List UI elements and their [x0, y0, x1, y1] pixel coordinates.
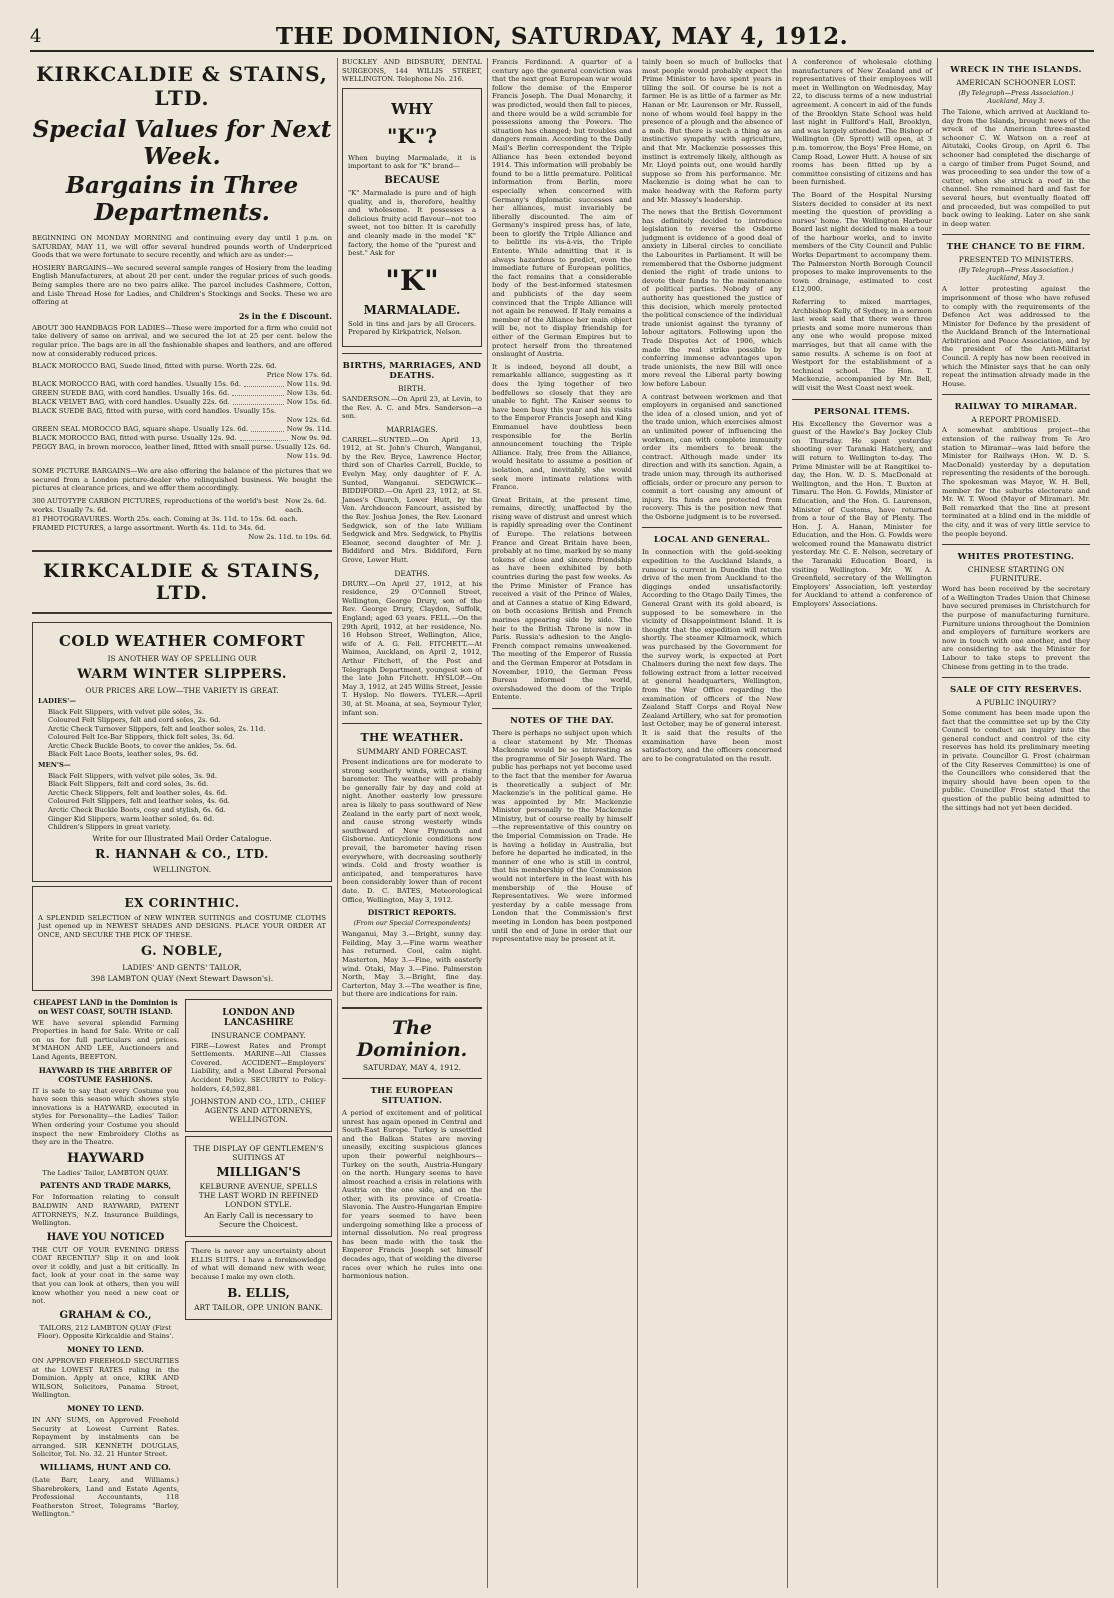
- advert-right-column: [185, 995, 332, 1523]
- price-item: BLACK MOROCCO BAG, Suede lined, fitted with purse. Worth 22s. 6d.: [32, 362, 277, 371]
- price-item: 300 AUTOTYPE CARBON PICTURES, reproductions of the world's best works. Usually 7s. 6d. Now 2s. 6d. each.: [32, 496, 327, 514]
- european-situation-heading: THE EUROPEAN SITUATION.: [370, 1085, 454, 1106]
- insurance-advert: LONDON AND LANCASHIRE INSURANCE COMPANY. FIRE—Lowest Rates and Prompt Settlements. MARINE—All Classes Covered. ACCIDENT—Employers' Liability, and a Most Liberal Personal Accident Policy. SECURITY to Policy-holders, £4,592,881. JOHNSTON AND CO., LTD., CHIEF AGENTS AND ATTORNEYS, WELLINGTON.: [185, 999, 332, 1133]
- price-item: FRAMED PICTURES, a large assortment. Worth 4s. 11d. to 34s. 6d.: [32, 523, 266, 532]
- local-general-heading: LOCAL AND GENERAL.: [653, 535, 771, 546]
- price-item: GREEN SEAL MOROCCO BAG, square shape. Usually 12s. 6d. Now 9s. 11d.: [32, 425, 332, 434]
- price-item: BLACK MOROCCO BAG, with cord handles. Usually 15s. 6d. Now 11s. 9d.: [32, 380, 332, 389]
- advert-cold-weather: COLD WEATHER COMFORT IS ANOTHER WAY OF SPELLING OUR WARM WINTER SLIPPERS. OUR PRICES ARE LOW—THE VARIETY IS GREAT. LADIES'— Black Felt Slippers, with velvet pile soles, 3s. Coloured Felt Slippers, felt and cord soles, 2s. 6d. Arctic Check Turnover Slippers, felt and leather soles, 2s. 11d. Coloured Felt Ice-Bar Slippers, thick felt soles, 3s. 6d. Arctic Check Buckle Boots, to cover the ankles, 5s. 6d. Black Felt Lace Boots, leather soles, 9s. 6d. MEN'S— Black Felt Slippers, with velvet pile soles, 3s. 9d. Black Felt Slippers, felt and cord soles, 3s. 6d. Arctic Check Slippers, felt and leather soles, 4s. 6d. Coloured Felt Slippers, felt and leather soles, 4s. 6d. Arctic Check Buckle Boots, cosy and stylish, 6s. 6d. Ginger Kid Slippers, warm leather soled, 6s. 6d. Children's Slippers in great variety. Write for our Illustrated Mail Order Catalogue. R. HANNAH & CO., LTD. WELLINGTON.: [32, 622, 332, 882]
- price-item: GREEN SUEDE BAG, with cord handles. Usually 16s. 6d. Now 13s. 6d.: [32, 389, 332, 398]
- paper-title: The Dominion.: [356, 1016, 468, 1061]
- price-item: BLACK VELVET BAG, with cord handles. Usually 22s. 6d. Now 15s. 6d.: [32, 398, 332, 407]
- advert-pictures: SOME PICTURE BARGAINS—We are also offering the balance of the pictures that we secured from a London picture-dealer who relinquished business. We bought the pictures at clearance prices, and we offer them accordingly.: [32, 467, 332, 493]
- price-item: BLACK MOROCCO BAG, fitted with purse. Usually 12s. 9d. Now 9s. 9d.: [32, 434, 332, 443]
- bmd-heading: BIRTHS, MARRIAGES, AND DEATHS.: [342, 360, 482, 381]
- masthead: [30, 22, 1094, 52]
- personal-items-heading: PERSONAL ITEMS.: [813, 406, 911, 417]
- notes-of-the-day-heading: NOTES OF THE DAY.: [510, 715, 614, 726]
- advert-firm-name: KIRKCALDIE & STAINS, LTD.: [36, 62, 328, 110]
- column-4: tainly been so much of bullocks that most people would probably expect the Prime Minister to have spent years in tilling the soil. Of course he is not a farmer. He is as little of a farmer as Mr. Hanan or Mr. Laurenson or Mr. Russell, none of whom would feel happy in the presence of a plough and the absence of a mob. But there is such a thing as an instinctive sympathy with agriculture, and that Mr. Mackenzie possesses this instinct is extremely likely, although as Mr. Lloyd points out, one would hardly suppose so from his performance. Mr. Mackenzie is doing what he can to make headway with the Reform party and Mr. Massey's leadership. The news that the British Government has definitely decided to introduce legislation to reverse the Osborne judgment is evidence of a good deal of anxiety in Liberal circles to conciliate the Labourites in Parliament. It will be remembered that the Osborne judgment denied the right of trade unions to devote their funds to the maintenance of political parties. Nobody of any authority has questioned the justice of this decision, which merely protected the political conscience of the individual trade unionist against the tyranny of labour agitators. Following upon the Trade Disputes Act of 1906, which made the real strike possible by conferring immense advantages upon trade unionists, the new Bill will once more reveal the Liberal party bowing low before Labour. A contrast between workmen and that employers in organised and sanctioned the idea of a closed union, and yet of the trade union, which exercises almost an unlimited power of influencing the workmen, can with complete immunity order its members to break the contract. Although made under its direction and with its sanction. Again, a trade union may, through its authorised officials, order or procure any person to commit a tort causing any amount of injury. Its funds are protected from recovery. This is the position now that the Osborne judgment is to be reversed. LOCAL AND GENERAL. In connection with the gold-seeking expedition to the Auckland Islands, a rumour is current in Dunedin that the drive of the men from Auckland to the diggings ended unsatisfactorily. According to the Otago Daily Times, the General Grant with its gold aboard, is supposed to be somewhere in the vicinity of Disappointment Island. It is thought that the expedition will return shortly. The steamer Kilmarnock, which was purchased by the Government for the survey work, is expected at Port Chalmers during the next few days. The following extract from a letter received at general headquarters, Wellington, from the War Office regarding the examination of officers of the New Zealand Staff Corps and Royal New Zealand Artillery, who sat for promotion last October, may be of general interest. It is said that the results of the examination have been most satisfactory, and the officers concerned are to be congratulated on the result.: [642, 58, 782, 763]
- price-item: PEGGY BAG, in brown morocco, leather lined, fitted with small purse. Usually 12s. 6d.: [32, 443, 331, 452]
- k-marmalade-advert: WHY "K"? When buying Marmalade, it is important to ask for "K" brand— BECAUSE "K" Marmalade is pure and of high quality, and is, therefore, healthy and wholesome. It possesses a delicious fruity acid flavour—not too sweet, not too bitter. It is carefully and cleanly made in the model "K" factory, the home of the "purest and best." Ask for "K" MARMALADE. Sold in tins and jars by all Grocers. Prepared by Kirkpatrick, Nelson.: [342, 88, 482, 347]
- advert-hosiery-discount: 2s in the £ Discount.: [238, 310, 332, 321]
- ellis-advert: There is never any uncertainty about ELLIS SUITS. I have a foreknowledge of what will demand new with wear, because I make my own cloth. B. ELLIS, ART TAILOR, OPP. UNION BANK.: [185, 1241, 332, 1319]
- price-item: 81 PHOTOGRAVURES. Worth 25s. each. Coming at 3s. 11d. to 15s. 6d. each.: [32, 514, 298, 523]
- advert-bargains: Bargains in Three Departments.: [65, 172, 299, 226]
- column-5: A conference of wholesale clothing manufacturers of New Zealand and of representatives of their employees will meet in Wellington on Wednesday, May 22, to discuss terms of a new industrial agreement. A concert in aid of the funds of the Brooklyn State School was held last night in Fullford's Hall, Brooklyn, and was largely attended. The Bishop of Wellington (Dr. Sprott) will open, at 3 p.m. tomorrow, the Boys' Free Home, on Camp Road, Lower Hutt. A house of six rooms has been fitted up by a committee consisting of citizens and has been furnished. The Board of the Hospital Nursing Sisters decided to consider at its next meeting the question of providing a nurses' home. The Wellington Harbour Board last night decided to make a tour of the harbour works, and to invite members of the City Council and Public Works Department to accompany them. The Palmerston North Borough Council proposes to make improvements to the town drainage, estimated to cost £12,000. Referring to mixed marriages, Archbishop Kelly, of Sydney, in a sermon last week said that there were three priests and some more numerous than any one who would propose mixed marriages, but that all came with the same results. A scheme is on foot at Westport for the establishment of a technical school. The Hon. T. Mackenzie, accompanied by Mr. Bell, will visit the West Coast next week. PERSONAL ITEMS. His Excellency the Governor was a guest of the Hawke's Bay Jockey Club on Thursday. He spent yesterday shooting over Taranaki Hatchery, and will return to Wellington to-day. The Prime Minister will be at Rangitikei to-day, the Hon. W. D. S. MacDonald at Wellington, and the Hon. T. Buxton at Timaru. The Hon. G. Fowlds, Minister of Education, and the Hon. G. Laurenson, Minister of Customs, have returned from a tour of the Bay of Plenty. The Hon. J. A. Hanan, Minister for Education, and the Hon. G. Fowlds were welcomed round the Manawatu district yesterday. Mr. C. E. Nelson, secretary of the Taranaki Education Board, is visiting Wellington. Mr. W. A. Greenfield, secretary of the Wellington Employers' Association, left yesterday for Auckland to attend a conference of Employers' Associations.: [792, 58, 932, 609]
- small-adverts: CHEAPEST LAND in the Dominion is on WEST COAST, SOUTH ISLAND. WE have several splendid Farming Properties in hand for Sale. Write or call on us for full particulars and prices. M'MAHON AND LEE, Auctioneers and Land Agents, BEEFTON. HAYWARD IS THE ARBITER OF COSTUME FASHIONS. IT is safe to say that every Costume you have seen this season which shows style innovations is a HAYWARD, executed in styles for Personality—the Ladies' Tailor. When ordering your Costume you should inspect the new Embroidery Cloths as they are in the Theatre. HAYWARD The Ladies' Tailor, LAMBTON QUAY. PATENTS AND TRADE MARKS, For Information relating to consult BALDWIN AND RAYWARD, PATENT ATTORNEYS, N.Z. Insurance Buildings, Wellington. HAVE YOU NOTICED THE CUT OF YOUR EVENING DRESS COAT RECENTLY? Slip it on and look over it coldly, and just a bit critically. In fact, look at your coat in the same way that you can look at others, then you will know whether you need a new coat or not. GRAHAM & CO., TAILORS, 212 LAMBTON QUAY (First Floor). Opposite Kirkcaldie and Stains'. MONEY TO LEND. ON APPROVED FREEHOLD SECURITIES at the LOWEST RATES ruling in the Dominion. Apply at once, KIRK AND WILSON, Solicitors, Panama Street, Wellington. MONEY TO LEND. IN ANY SUMS, on Approved Freehold Security at Lowest Current Rates. Repayment by instalments can be arranged. SIR KENNETH DOUGLAS, Solicitor, Tel. No. 32. 21 Hunter Street. WILLIAMS, HUNT AND CO. (Late Barr, Leary, and Williams.) Sharebrokers, Land and Estate Agents, Professional Accountants, 118 Featherston Street, Telegrams "Barley, Wellington." LONDON AND LANCASHIRE INSURANCE COMPANY. FIRE—Lowest Rates and Prompt Settlements. MARINE—All Classes Covered. ACCIDENT—Employers' Liability, and a Most Liberal Personal Accident Policy. SECURITY to Policy-holders, £4,592,881. JOHNSTON AND CO., LTD., CHIEF AGENTS AND ATTORNEYS, WELLINGTON. THE DISPLAY OF GENTLEMEN'S SUITINGS AT MILLIGAN'S KELBURNE AVENUE, SPELLS THE LAST WORD IN REFINED LONDON STYLE. An Early Call is necessary to Secure the Choicest. There is never any uncertainty about ELLIS SUITS. I have a foreknowledge of what will demand new with wear, because I make my own cloth. B. ELLIS, ART TAILOR, OPP. UNION BANK.: [32, 995, 332, 1523]
- advert-intro: BEGINNING ON MONDAY MORNING and continuing every day until 1 p.m. on SATURDAY, MAY 11, we will offer several hundred pounds worth of Underpriced Goods that we were fortunate to secure recently, and which are as under:—: [32, 234, 332, 260]
- newspaper-title: THE DOMINION, SATURDAY, MAY 4, 1912.: [275, 22, 849, 50]
- advert-special-values: Special Values for Next Week.: [32, 116, 332, 170]
- city-reserves-heading: SALE OF CITY RESERVES.: [949, 685, 1083, 696]
- milligans-advert: THE DISPLAY OF GENTLEMEN'S SUITINGS AT MILLIGAN'S KELBURNE AVENUE, SPELLS THE LAST WORD IN REFINED LONDON STYLE. An Early Call is necessary to Secure the Choicest.: [185, 1136, 332, 1237]
- price-item: BLACK SUEDE BAG, fitted with purse, with cord handles. Usually 15s.: [32, 407, 277, 416]
- dental-advert: BUCKLEY AND BIDSBURY, DENTAL SURGEONS, 144 WILLIS STREET, WELLINGTON. Telephone No. 216.: [342, 58, 482, 84]
- chance-firm-heading: THE CHANCE TO BE FIRM.: [946, 242, 1086, 253]
- advert-hosiery: HOSIERY BARGAINS—We secured several sample ranges of Hosiery from the leading English Manufacturers, at about 20 per cent. under the regular prices of such goods. Being samples there are no two pairs alike. The parcel includes Cashmere, Cotton, and Lisle Thread Hose for Ladies, and Children's Stockings and Socks. These we are offering at: [32, 263, 332, 307]
- advert-corinthic: EX CORINTHIC. A SPLENDID SELECTION of NEW WINTER SUITINGS and COSTUME CLOTHS Just opened up in NEWEST SHADES AND DESIGNS. PLACE YOUR ORDER AT ONCE, AND SECURE THE PICK OF THESE. G. NOBLE, LADIES' AND GENTS' TAILOR, 398 LAMBTON QUAY (Next Stewart Dawson's).: [32, 886, 332, 991]
- advert-handbags: ABOUT 300 HANDBAGS FOR LADIES—These were imported for a firm who could not take delivery of same on arrival, and we secured the lot at 25 per cent. below the regular price. The bags are in all the fashionable shapes and leathers, and are offered now at considerably reduced prices.: [32, 323, 332, 358]
- whites-protesting-heading: WHITES PROTESTING.: [957, 552, 1075, 563]
- advert-firm-name-bottom: KIRKCALDIE & STAINS, LTD.: [42, 559, 322, 604]
- weather-heading: THE WEATHER.: [360, 731, 464, 745]
- railway-heading: RAILWAY TO MIRAMAR.: [954, 402, 1078, 413]
- wreck-heading: WRECK IN THE ISLANDS.: [950, 65, 1082, 75]
- price-list: BLACK MOROCCO BAG, Suede lined, fitted with purse. Worth 22s. 6d. Price Now 17s. 6d. BLACK MOROCCO BAG, with cord handles. Usually 15s. 6d. Now 11s. 9d. GREEN SUEDE BAG, with cord handles. Usually 16s. 6d. Now 13s. 6d. BLACK VELVET BAG, with cord handles. Usually 22s. 6d. Now 15s. 6d. BLACK SUEDE BAG, fitted with purse, with cord handles. Usually 15s. Now 12s. 6d. GREEN SEAL MOROCCO BAG, square shape. Usually 12s. 6d. Now 9s. 11d. BLACK MOROCCO BAG, fitted with purse. Usually 12s. 9d. Now 9s. 9d. PEGGY BAG, in brown morocco, leather lined, fitted with small purse. Usually 12s. 6d. Now 11s. 9d.: [32, 362, 332, 461]
- column-2: BUCKLEY AND BIDSBURY, DENTAL SURGEONS, 144 WILLIS STREET, WELLINGTON. Telephone No. 216. WHY "K"? When buying Marmalade, it is important to ask for "K" brand— BECAUSE "K" Marmalade is pure and of high quality, and is, therefore, healthy and wholesome. It possesses a delicious fruity acid flavour—not too sweet, not too bitter. It is carefully and cleanly made in the model "K" factory, the home of the "purest and best." Ask for "K" MARMALADE. Sold in tins and jars by all Grocers. Prepared by Kirkpatrick, Nelson. BIRTHS, MARRIAGES, AND DEATHS. BIRTH. SANDERSON.—On April 23, at Levin, to the Rev. A. C. and Mrs. Sanderson—a son. MARRIAGES. CARREL—SUNTED.—On April 13, 1912, at St. John's Church, Wanganui, by the Rev. Bryce, Lawrence Hector, third son of Charles Carrell, Buckle, to Evelyn May, only daughter of F. A. Sunted, Wanganui. SEDGWICK—BIDDIFORD.—On April 23, 1912, at St. James's Church, Lower Hutt, by the Ven. Archdeacon Fancourt, assisted by the Rev. Joshua Jones, the Rev. Leonard Sedgwick, son of the late William Sedgwick and Mrs. Sedgwick, to Phyllis Eleanor, second daughter of Mr. J. Biddiford and Mrs. Biddiford, Fern Grove, Lower Hutt. DEATHS. DRURY.—On April 27, 1912, at his residence, 29 O'Connell Street, Wellington, George Drury, son of the Rev. George Drury, Claydon, Suffolk, England; aged 63 years. FELL.—On the 29th April, 1912, at her residence, No. 16 Hobson Street, Wellington, Alice, wife of A. G. Fell. FITCHETT.—At Waimea, Auckland, on April 2, 1912, Arthur Fitchett, of the Post and Telegraph Department, youngest son of the late John Fitchett. HYSLOP.—On May 3, 1912, at 245 Willis Street, Jessie T. Hyslop. No flowers. TYLER.—April 30, at St. Moana, at sea, Seymour Tyler, infant son. THE WEATHER. SUMMARY AND FORECAST. Present indications are for moderate to strong southerly winds, with a rising barometer. The weather will probably be generally fair by day and cold at night. Another easterly low pressure area is likely to pass southward of New Zealand in the early part of next week, and cause strong westerly winds southward of New Plymouth and Gisborne. Anticyclonic conditions now prevail, the barometer having risen everywhere, with decreasing southerly winds. Cold and frosty weather is anticipated, and temperatures have been considerably lower than of recent date. D. C. BATES, Meteorological Office, Wellington, May 3, 1912. DISTRICT REPORTS. (From our Special Correspondents) Wanganui, May 3.—Bright, sunny day. Feilding, May 3.—Fine warm weather has returned. Cool, calm night. Masterton, May 3.—Fine, with easterly wind. Otaki, May 3.—Fine. Palmerston North, May 3.—Bright, fine day. Carterton, May 3.—The weather is fine, but there are indications for rain. The Dominion. SATURDAY, MAY 4, 1912. THE EUROPEAN SITUATION. A period of excitement and of political unrest has again opened in Central and South-East Europe. Turkey is unsettled and the Balkan States are moving uneasily, exciting suspicious glances upon their powerful neighbours—Turkey on the south, Austria-Hungary on the north. Hungary seems to have almost reached a crisis in relations with Austria on the one side, and on the other, with its province of Croatia-Slavonia. The Austro-Hungarian Empire for years seemed to have been undergoing something like a process of internal dissolution. No real progress has been made with the task the Emperor Francis Joseph set himself decades ago, that of welding the diverse races over which he rules into one harmonious nation.: [342, 58, 482, 1281]
- column-3: Francis Ferdinand. A quarter of a century ago the general conviction was that the next great European war would follow the demise of the Emperor Francis Joseph. The Dual Monarchy, it was predicted, would then fall to pieces, and there would be a wild scramble for possessions among the Powers. The situation has changed; but troubles and dangers remain. According to the Daily Mail's Berlin correspondent the Triple Alliance has been extended beyond 1914. This information will probably be found to be a little premature. Political information from Berlin, more especially when concerned with Germany's diplomatic successes and her alliances, must invariably be liberally discounted. The aim of Germany's inspired press has, of late, been to glorify the Triple Alliance and to belittle its vis-à-vis, the Triple Entente. While admitting that it is always hazardous to predict, even the immediate future of European politics, the fact remains that a considerable body of the best-informed statesmen and publicists of the day seem convinced that the Triple Alliance will not again be renewed. If Italy remains a member of the Alliance her main object will be, not to display friendship for either of the German Empires but to protect herself from the threatened onslaught of Austria. It is indeed, beyond all doubt, a remarkable alliance, suggesting as it does the lying together of two bedfellows so closely that they are unable to fight. The Kaiser seems to have been busy this year and his visits to the Emperor Francis Joseph and King Emmanuel have doubtless been responsible for the Berlin announcement touching the Triple Alliance. Italy, free from the Alliance, would hesitate to assume a position of isolation, and, inevitably, she would seek more intimate relations with France. Great Britain, at the present time, remains, directly, unaffected by the rising wave of distrust and unrest which is rapidly spreading over the Continent of Europe. The relations between France and Great Britain have been, probably at no time, marked by so many tokens of close and sincere friendship as have been exhibited by both countries during the past few weeks. As the Prime Minister of France has received a visit of the Prince of Wales, and at Cannes a statue of King Edward, on both occasions British and French marines appearing side by side. The heir to the British Throne is now in Paris. Russia's adhesion to the Anglo-French compact remains unweakened. The meeting of the Emperor of Russia and the German Emperor at Potsdam in November, 1910, the German Press Bureau informed the world, overshadowed the doom of the Triple Entente. NOTES OF THE DAY. There is perhaps no subject upon which a clear statement by Mr. Thomas Mackenzie would be so interesting as the programme of Sir Joseph Ward. The public has perhaps not yet become used to the fact that the member for Awarua is theoretically a subject of Mr. Mackenzie's in the political game. He was appointed by Mr. Mackenzie Minister personally to the Mackenzie Ministry, but of course really by himself—the representative of this country on the Imperial Commission on Trade. He is having a holiday in Australia, but before he departed he indicated, in the manner of one who is still in control, that his membership of the Commission would not interfere in the least with his membership of the House of Representatives. We were informed yesterday by a cable message from London that the Commission's first meeting in London has been postponed until the end of June in order that our representative may be present at it.: [492, 58, 632, 944]
- column-1-advertisements: KIRKCALDIE & STAINS, LTD. Special Values for Next Week. Bargains in Three Departments. BEGINNING ON MONDAY MORNING and continuing every day until 1 p.m. on SATURDAY, MAY 11, we will offer several hundred pounds worth of Underpriced Goods that we were fortunate to secure recently, and which are as under:— HOSIERY BARGAINS—We secured several sample ranges of Hosiery from the leading English Manufacturers, at about 20 per cent. under the regular prices of such goods. Being samples there are no two pairs alike. The parcel includes Cashmere, Cotton, and Lisle Thread Hose for Ladies, and Children's Stockings and Socks. These we are offering at 2s in the £ Discount. ABOUT 300 HANDBAGS FOR LADIES—These were imported for a firm who could not take delivery of same on arrival, and we secured the lot at 25 per cent. below the regular price. The bags are in all the fashionable shapes and leathers, and are offered now at considerably reduced prices. BLACK MOROCCO BAG, Suede lined, fitted with purse. Worth 22s. 6d. Price Now 17s. 6d. BLACK MOROCCO BAG, with cord handles. Usually 15s. 6d. Now 11s. 9d. GREEN SUEDE BAG, with cord handles. Usually 16s. 6d. Now 13s. 6d. BLACK VELVET BAG, with cord handles. Usually 22s. 6d. Now 15s. 6d. BLACK SUEDE BAG, fitted with purse, with cord handles. Usually 15s. Now 12s. 6d. GREEN SEAL MOROCCO BAG, square shape. Usually 12s. 6d. Now 9s. 11d. BLACK MOROCCO BAG, fitted with purse. Usually 12s. 9d. Now 9s. 9d. PEGGY BAG, in brown morocco, leather lined, fitted with small purse. Usually 12s. 6d. Now 11s. 9d. SOME PICTURE BARGAINS—We are also offering the balance of the pictures that we secured from a London picture-dealer who relinquished business. We bought the pictures at clearance prices, and we offer them accordingly. 300 AUTOTYPE CARBON PICTURES, reproductions of the world's best works. Usually 7s. 6d. Now 2s. 6d. each. 81 PHOTOGRAVURES. Worth 25s. each. Coming at 3s. 11d. to 15s. 6d. each. FRAMED PICTURES, a large assortment. Worth 4s. 11d. to 34s. 6d. Now 2s. 11d. to 19s. 6d. KIRKCALDIE & STAINS, LTD. COLD WEATHER COMFORT IS ANOTHER WAY OF SPELLING OUR WARM WINTER SLIPPERS. OUR PRICES ARE LOW—THE VARIETY IS GREAT. LADIES'— Black Felt Slippers, with velvet pile soles, 3s. Coloured Felt Slippers, felt and cord soles, 2s. 6d. Arctic Check Turnover Slippers, felt and leather soles, 2s. 11d. Coloured Felt Ice-Bar Slippers, thick felt soles, 3s. 6d. Arctic Check Buckle Boots, to cover the ankles, 5s. 6d. Black Felt Lace Boots, leather soles, 9s. 6d. MEN'S— Black Felt Slippers, with velvet pile soles, 3s. 9d. Black Felt Slippers, felt and cord soles, 3s. 6d. Arctic Check Slippers, felt and leather soles, 4s. 6d. Coloured Felt Slippers, felt and leather soles, 4s. 6d. Arctic Check Buckle Boots, cosy and stylish, 6s. 6d. Ginger Kid Slippers, warm leather soled, 6s. 6d. Children's Slippers in great variety. Write for our Illustrated Mail Order Catalogue. R. HANNAH & CO., LTD. WELLINGTON. EX CORINTHIC. A SPLENDID SELECTION of NEW WINTER SUITINGS and COSTUME CLOTHS Just opened up in NEWEST SHADES AND DESIGNS. PLACE YOUR ORDER AT ONCE, AND SECURE THE PICK OF THESE. G. NOBLE, LADIES' AND GENTS' TAILOR, 398 LAMBTON QUAY (Next Stewart Dawson's). CHEAPEST LAND in the Dominion is on WEST COAST, SOUTH ISLAND. WE have several splendid Farming Properties in hand for Sale. Write or call on us for full particulars and prices. M'MAHON AND LEE, Auctioneers and Land Agents, BEEFTON. HAYWARD IS THE ARBITER OF COSTUME FASHIONS. IT is safe to say that every Costume you have seen this season which shows style innovations is a HAYWARD, executed in styles for Personality—the Ladies' Tailor. When ordering your Costume you should inspect the new Embroidery Cloths as they are in the Theatre. HAYWARD The Ladies' Tailor, LAMBTON QUAY. PATENTS AND TRADE MARKS, For Information relating to consult BALDWIN AND RAYWARD, PATENT ATTORNEYS, N.Z. Insurance Buildings, Wellington. HAVE YOU NOTICED THE CUT OF YOUR EVENING DRESS COAT RECENTLY? Slip it on and look over it coldly, and just a bit critically. In fact, look at your coat in the same way that you can look at others, then you will know whether you need a new coat or not. GRAHAM & CO., TAILORS, 212 LAMBTON QUAY (First Floor). Opposite Kirkcaldie and Stains'. MONEY TO LEND. ON APPROVED FREEHOLD SECURITIES at the LOWEST RATES ruling in the Dominion. Apply at once, KIRK AND WILSON, Solicitors, Panama Street, Wellington. MONEY TO LEND. IN ANY SUMS, on Approved Freehold Security at Lowest Current Rates. Repayment by instalments can be arranged. SIR KENNETH DOUGLAS, Solicitor, Tel. No. 32. 21 Hunter Street. WILLIAMS, HUNT AND CO. (Late Barr, Leary, and Williams.) Sharebrokers, Land and Estate Agents, Professional Accountants, 118 Featherston Street, Telegrams "Barley, Wellington." LONDON AND LANCASHIRE INSURANCE COMPANY. FIRE—Lowest Rates and Prompt Settlements. MARINE—All Classes Covered. ACCIDENT—Employers' Liability, and a Most Liberal Personal Accident Policy. SECURITY to Policy-holders, £4,592,881. JOHNSTON AND CO., LTD., CHIEF AGENTS AND ATTORNEYS, WELLINGTON. THE DISPLAY OF GENTLEMEN'S SUITINGS AT MILLIGAN'S KELBURNE AVENUE, SPELLS THE LAST WORD IN REFINED LONDON STYLE. An Early Call is necessary to Secure the Choicest. There is never any uncertainty about ELLIS SUITS. I have a foreknowledge of what will demand new with wear, because I make my own cloth. B. ELLIS, ART TAILOR, OPP. UNION BANK.: [28, 58, 336, 1588]
- page-number: 4: [30, 25, 42, 47]
- column-6: WRECK IN THE ISLANDS. AMERICAN SCHOONER LOST. (By Telegraph—Press Association.) Auckland, May 3. The Taione, which arrived at Auckland to-day from the Islands, brought news of the wreck of the American three-masted schooner C. W. Watson on a reef at Aitutaki, Cooks Group, on April 6. The schooner had completed the discharge of a cargo of timber from Puget Sound, and was proceeding to sea under the tow of a cutter, when she struck a reef in the channel. She remained hard and fast for several hours, but eventually floated off and proceeded, but was compelled to put back owing to leaking. Later on she sank in deep water. THE CHANCE TO BE FIRM. PRESENTED TO MINISTERS. (By Telegraph—Press Association.) Auckland, May 3. A letter protesting against the imprisonment of those who have refused to comply with the requirements of the Defence Act was addressed to the Minister for Defence by the president of the Auckland Branch of the International Arbitration and Peace Association, and by the president of the Anti-Militarist Council. A reply has now been received in which the Minister says that he can only repeat the intimation already made in the House. RAILWAY TO MIRAMAR. A REPORT PROMISED. A somewhat ambitious project—the extension of the railway from Te Aro station to Miramar—was laid before the Minister for Railways (Hon. W. D. S. MacDonald) yesterday by a deputation representing the residents of the borough. The spokesman was Mayor, W. H. Bell, member for the suburbs electorate and Mr. W. T. Wood (Mayor of Miramar). Mr. Bell remarked that the line at present terminated at a blind end in the middle of the city, and it was of very little service to the people beyond. WHITES PROTESTING. CHINESE STARTING ON FURNITURE. Word has been received by the secretary of a Wellington Trades Union that Chinese have secured premises in Christchurch for the purpose of manufacturing furniture. Furniture unions throughout the Dominion and employers of furniture workers are now in touch with one another, and they are considering to ask the Minister for Labour to take steps to prevent the Chinese from getting in to the trade. SALE OF CITY RESERVES. A PUBLIC INQUIRY? Some comment has been made upon the fact that the committee set up by the City Council to conduct an inquiry into the general conduct and control of the city reserves has held its preliminary meeting in private. Councillor G. Frost (chairman of the City Reserves Committee) is one of the Councillors who considered that the inquiry should have been open to the public. Councillor Frost stated that the question of the public being admitted to the sittings had not yet been decided.: [942, 65, 1090, 812]
